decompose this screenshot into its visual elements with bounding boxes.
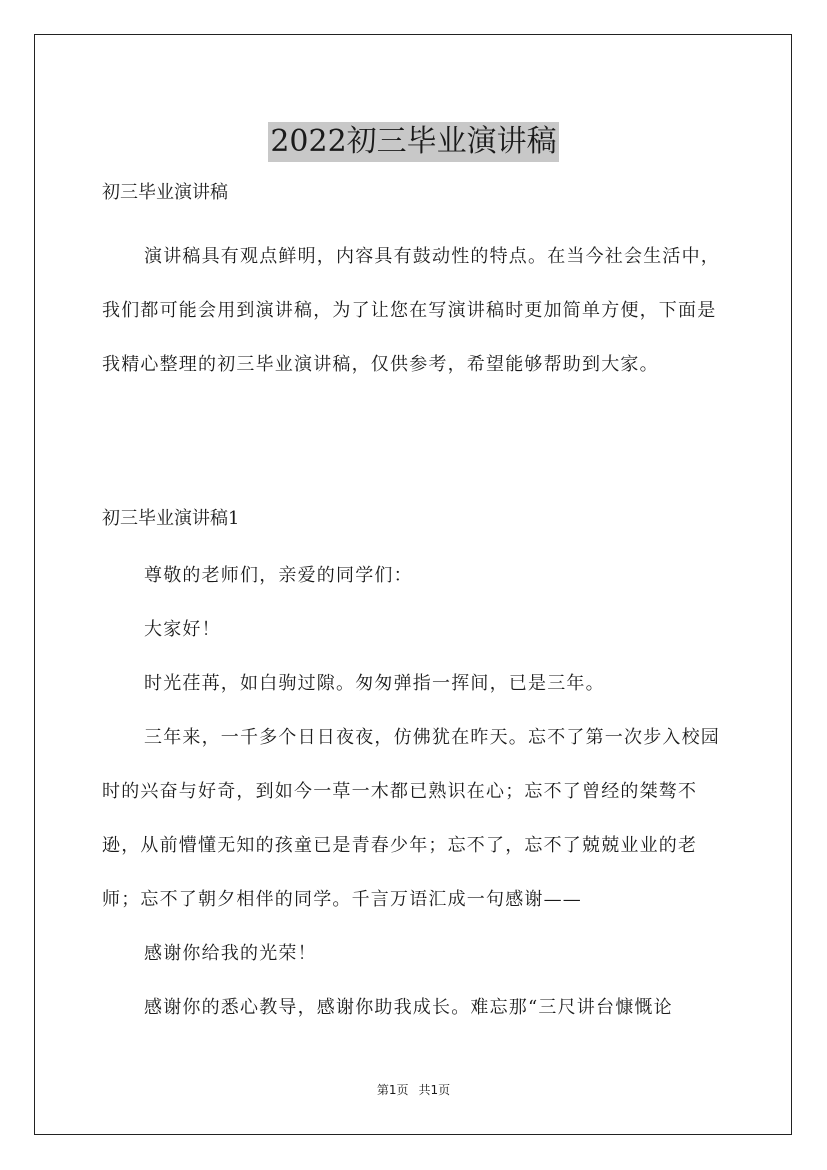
body-paragraph-thanks: 感谢你给我的光荣！ <box>144 943 317 964</box>
document-subtitle: 初三毕业演讲稿 <box>102 182 228 203</box>
body-paragraph-teaching: 感谢你的悉心教导，感谢你助我成长。难忘那“三尺讲台慷慨论 <box>144 997 673 1018</box>
page-footer <box>0 1082 827 1098</box>
body-paragraph-greeting: 大家好！ <box>144 619 221 640</box>
body-paragraph-salutation: 尊敬的老师们，亲爱的同学们： <box>144 565 413 586</box>
document-title: 2022初三毕业演讲稿 <box>268 122 558 162</box>
body-paragraph-time: 时光荏苒，如白驹过隙。匆匆弹指一挥间，已是三年。 <box>144 673 605 694</box>
page-total: 共1页 <box>418 1083 451 1097</box>
title-container <box>0 102 827 182</box>
body-paragraph-memories: 三年来，一千多个日日夜夜，仿佛犹在昨天。忘不了第一次步入校园时的兴奋与好奇，到如今一草一木都已熟识在心；忘不了曾经的桀骜不逊，从前懵懂无知的孩童已是青春少年；忘不了，忘不了兢兢业业的老师；忘不了朝夕相伴的同学。千言万语汇成一句感谢—— <box>102 727 720 910</box>
intro-paragraph: 演讲稿具有观点鲜明，内容具有鼓动性的特点。在当今社会生活中，我们都可能会用到演讲稿，为了让您在写演讲稿时更加简单方便，下面是我精心整理的初三毕业演讲稿，仅供参考，希望能够帮助到大家。 <box>102 246 720 375</box>
section-heading: 初三毕业演讲稿1 <box>102 508 240 529</box>
page-number: 第1页 <box>376 1083 409 1097</box>
